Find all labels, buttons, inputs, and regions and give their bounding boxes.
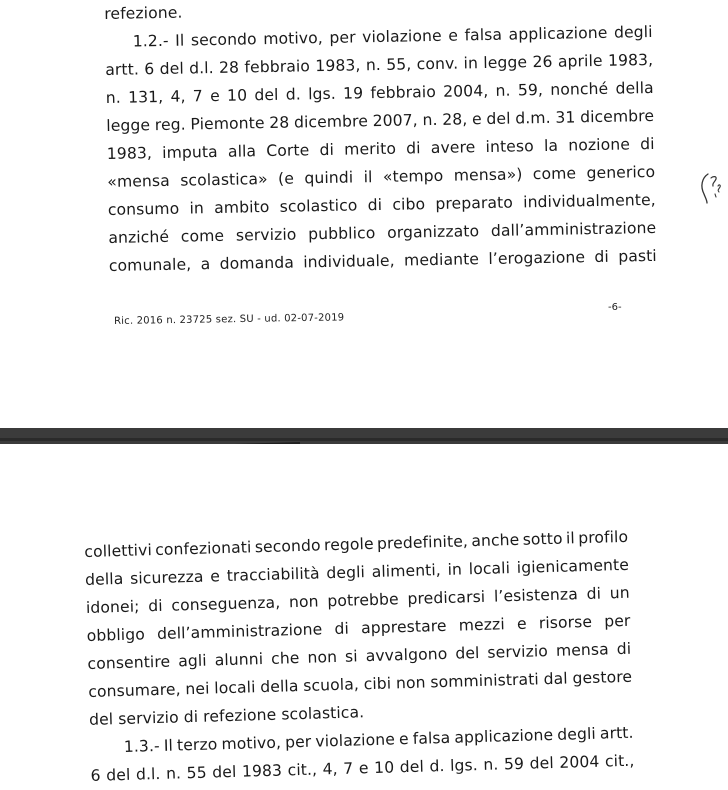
word: del bbox=[88, 710, 114, 729]
word: degli bbox=[326, 563, 366, 583]
word: come bbox=[532, 164, 577, 184]
word: motivo, bbox=[221, 733, 282, 754]
word: collettivi bbox=[84, 541, 153, 561]
word: pasti bbox=[618, 246, 657, 266]
word: non bbox=[395, 673, 426, 693]
word: d.l. bbox=[188, 59, 214, 78]
word: ambito bbox=[214, 198, 270, 218]
word: n. bbox=[365, 55, 382, 75]
word: cibo bbox=[392, 195, 426, 214]
word: sicurezza bbox=[129, 567, 204, 588]
word: individuale, bbox=[303, 251, 395, 272]
word: per bbox=[603, 611, 631, 631]
word: «tempo bbox=[382, 166, 444, 186]
word: falsa bbox=[412, 728, 451, 748]
word: artt. bbox=[599, 723, 634, 743]
word: igienicamente bbox=[516, 555, 630, 577]
word: si bbox=[344, 647, 358, 666]
word: come bbox=[180, 226, 225, 246]
word: del bbox=[486, 109, 511, 129]
word: 1.3.- bbox=[123, 736, 160, 756]
word: n. bbox=[105, 88, 122, 107]
word: dicembre bbox=[293, 112, 369, 132]
word: 55, bbox=[386, 55, 412, 74]
word: violazione bbox=[362, 26, 442, 47]
word: locali bbox=[214, 678, 256, 698]
word: di bbox=[147, 596, 163, 616]
word: 1983, bbox=[315, 56, 361, 76]
word: scolastica» bbox=[180, 170, 268, 190]
word: potrebbe bbox=[327, 590, 399, 611]
word: quindi bbox=[304, 168, 354, 188]
word: 10 bbox=[373, 758, 395, 777]
handwritten-initial-mark bbox=[698, 170, 724, 210]
word: consumo bbox=[107, 199, 180, 219]
word: dal bbox=[543, 669, 568, 689]
word: reg. bbox=[154, 115, 186, 135]
word: 4, bbox=[322, 760, 338, 779]
word: 7 bbox=[192, 87, 204, 106]
word: 26 bbox=[532, 52, 553, 72]
word: 59, bbox=[517, 80, 544, 100]
word: gestore bbox=[572, 667, 633, 688]
word: merito bbox=[344, 139, 397, 159]
word: cit., bbox=[287, 760, 318, 780]
word: secondo bbox=[254, 536, 321, 557]
word: Il bbox=[175, 31, 185, 50]
word: confezionati bbox=[154, 538, 252, 560]
word: domanda bbox=[219, 253, 295, 273]
word: apprestare bbox=[360, 616, 447, 638]
word: idonei; bbox=[85, 597, 140, 617]
word: d. bbox=[285, 85, 302, 104]
word: che bbox=[270, 649, 300, 668]
word: individualmente, bbox=[523, 190, 656, 212]
word: in bbox=[447, 560, 463, 579]
word: terzo bbox=[176, 735, 218, 755]
word: dall’amministrazione bbox=[490, 218, 657, 240]
word: 28 bbox=[218, 58, 240, 77]
word: l’esistenza bbox=[493, 585, 579, 606]
word: per bbox=[329, 28, 356, 47]
word: mezzi bbox=[458, 615, 505, 635]
word: d. bbox=[429, 757, 445, 776]
word: alunni bbox=[214, 650, 264, 670]
word: falsa bbox=[464, 25, 503, 45]
word: non bbox=[288, 592, 319, 612]
word: 31 bbox=[555, 108, 576, 127]
word: la bbox=[543, 136, 559, 155]
word: il bbox=[363, 168, 373, 187]
word: 10 bbox=[226, 86, 248, 105]
word: di bbox=[639, 134, 655, 154]
word: il bbox=[565, 529, 576, 548]
word: n. bbox=[422, 110, 438, 130]
word: n. bbox=[495, 81, 511, 100]
word: applicazione bbox=[454, 725, 554, 747]
word: lgs. bbox=[307, 84, 336, 104]
word: 6 bbox=[90, 766, 101, 785]
word: 2004, bbox=[443, 81, 489, 101]
word: l’erogazione bbox=[488, 248, 586, 268]
page-number: -6- bbox=[608, 302, 622, 313]
word: 1983, bbox=[106, 144, 153, 163]
word: non bbox=[307, 647, 338, 667]
word: di bbox=[334, 619, 350, 639]
word: febbraio bbox=[244, 57, 311, 77]
word: febbraio bbox=[370, 82, 437, 103]
word: agli bbox=[177, 651, 207, 671]
paragraph-bottom bbox=[84, 523, 635, 790]
word: applicazione bbox=[508, 23, 608, 44]
word: del bbox=[212, 762, 237, 782]
word: mensa») bbox=[453, 165, 523, 185]
word: violazione bbox=[315, 730, 396, 751]
word: motivo, bbox=[263, 28, 324, 49]
word: cit., bbox=[604, 751, 635, 771]
word: 2007, bbox=[372, 111, 418, 131]
word: un bbox=[609, 583, 630, 603]
word: della bbox=[84, 569, 124, 589]
document-page-bottom bbox=[0, 444, 728, 790]
word: conv. bbox=[416, 54, 459, 74]
word: risorse bbox=[538, 612, 593, 633]
word: e bbox=[358, 759, 369, 778]
word: locali bbox=[468, 559, 511, 579]
word: di bbox=[367, 195, 383, 215]
word: a bbox=[200, 255, 211, 274]
word: profilo bbox=[577, 527, 629, 548]
word: della bbox=[615, 78, 654, 98]
word: 19 bbox=[342, 84, 364, 103]
word: nonché bbox=[550, 79, 609, 99]
word: mediante bbox=[403, 250, 480, 270]
word: del bbox=[529, 753, 554, 773]
word: n. bbox=[165, 764, 182, 783]
word: di bbox=[319, 140, 335, 160]
word: e bbox=[448, 26, 459, 45]
word: di bbox=[183, 707, 199, 727]
word: regole bbox=[323, 534, 374, 555]
word: predefinite, bbox=[376, 532, 469, 553]
word: 59 bbox=[503, 754, 525, 774]
word: aprile bbox=[557, 51, 603, 71]
word: degli bbox=[557, 724, 597, 744]
word: obbligo bbox=[86, 625, 146, 645]
word: lgs. bbox=[449, 756, 479, 775]
word: alimenti, bbox=[371, 561, 442, 581]
word: servizio bbox=[117, 708, 179, 729]
word: della bbox=[260, 677, 299, 697]
word: Piemonte bbox=[190, 114, 265, 134]
word: Corte bbox=[266, 141, 310, 161]
word: scolastica. bbox=[281, 703, 365, 724]
word: e bbox=[516, 614, 527, 633]
word: per bbox=[284, 732, 312, 752]
word: preparato bbox=[435, 193, 514, 213]
word: di bbox=[586, 584, 602, 603]
word: cibi bbox=[363, 674, 392, 694]
word: 1.2.- bbox=[132, 31, 169, 51]
word: anche bbox=[471, 530, 520, 551]
word: generico bbox=[586, 162, 656, 183]
word: pubblico bbox=[308, 224, 376, 244]
paragraph-top bbox=[104, 0, 657, 280]
word: 2004 bbox=[559, 752, 600, 772]
word: comunale, bbox=[108, 255, 192, 275]
word: servizio bbox=[235, 225, 297, 245]
word: del bbox=[455, 644, 480, 663]
word: 28 bbox=[269, 113, 290, 132]
word: predicarsi bbox=[407, 587, 486, 608]
word: del bbox=[159, 59, 184, 78]
word: in bbox=[189, 199, 205, 218]
word: consentire bbox=[87, 652, 171, 673]
word: avere bbox=[430, 138, 476, 158]
word: del bbox=[399, 757, 425, 777]
word: di bbox=[616, 639, 632, 659]
word: di bbox=[406, 139, 421, 158]
word: del bbox=[254, 85, 279, 105]
word: 28, bbox=[442, 110, 468, 129]
word: refezione bbox=[202, 705, 277, 726]
word: dicembre bbox=[579, 106, 655, 127]
word: 6 bbox=[144, 60, 155, 79]
word: n. bbox=[483, 755, 499, 774]
word: imputa bbox=[162, 142, 218, 162]
word: 7 bbox=[343, 759, 354, 778]
word: d.l. bbox=[135, 764, 161, 784]
word: legge bbox=[106, 116, 151, 135]
word: somministrati bbox=[430, 670, 540, 692]
word: refezione. bbox=[104, 3, 183, 23]
word: 55 bbox=[186, 763, 207, 783]
word: 131, bbox=[127, 87, 164, 107]
word: 4, bbox=[170, 87, 186, 106]
word: conseguenza, bbox=[171, 593, 281, 615]
word: sotto bbox=[522, 529, 563, 549]
word: tracciabilità bbox=[226, 564, 320, 586]
word: d.m. bbox=[515, 108, 551, 128]
word: e bbox=[209, 567, 221, 586]
footer-reference: Ric. 2016 n. 23725 sez. SU - ud. 02-07-2019 bbox=[114, 312, 345, 327]
word: secondo bbox=[190, 30, 257, 50]
word: inteso bbox=[485, 137, 534, 157]
word: in bbox=[463, 54, 479, 73]
word: e bbox=[209, 86, 220, 106]
word: nei bbox=[185, 679, 210, 699]
word: nozione bbox=[568, 135, 631, 155]
word: mensa bbox=[555, 640, 610, 660]
word: Il bbox=[163, 736, 174, 755]
word: avvalgono bbox=[365, 644, 448, 666]
word: consumare, bbox=[88, 680, 181, 701]
word: 1983, bbox=[607, 50, 654, 70]
word: del bbox=[105, 765, 131, 785]
word: scolastico bbox=[279, 196, 358, 216]
word: scuola, bbox=[303, 675, 360, 695]
word: di bbox=[594, 247, 610, 267]
word: anziché bbox=[108, 227, 170, 247]
word: alla bbox=[227, 142, 257, 161]
word: 1983 bbox=[241, 761, 283, 781]
word: legge bbox=[483, 53, 528, 73]
word: organizzato bbox=[386, 222, 480, 242]
word: dell’amministrazione bbox=[156, 620, 323, 643]
word: (e bbox=[277, 169, 295, 188]
word: artt. bbox=[105, 60, 140, 79]
word: e bbox=[471, 110, 482, 129]
word: «mensa bbox=[107, 171, 170, 191]
word: servizio bbox=[487, 642, 549, 662]
word: degli bbox=[613, 22, 653, 42]
word: e bbox=[398, 730, 409, 749]
